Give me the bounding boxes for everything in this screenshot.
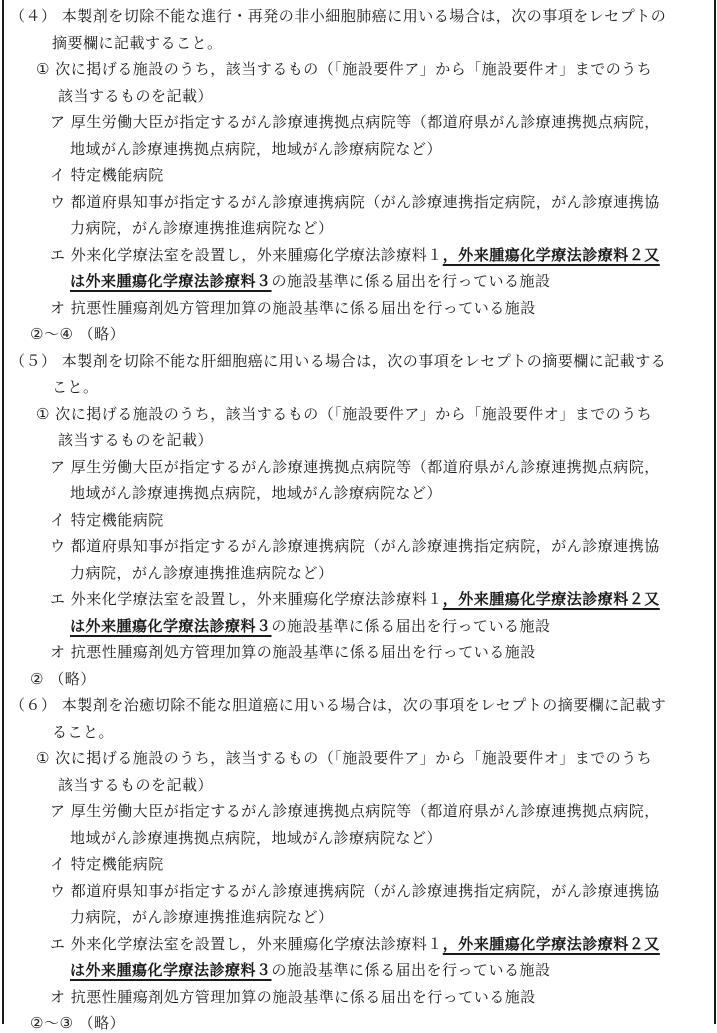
text-segment: ① 次に掲げる施設のうち，該当するもの（「施設要件ア」から「施設要件オ」までのうち <box>36 749 653 767</box>
item-1 <box>36 404 652 424</box>
underlined-amendment: は外来腫瘍化学療法診療料３ <box>70 616 272 635</box>
text-segment: ② （略） <box>30 669 96 688</box>
underlined-amendment: ，外来腫瘍化学療法診療料２又 <box>442 934 660 953</box>
text-segment: エ 外来化学療法室を設置し，外来腫瘍化学療法診療料１ <box>50 245 443 264</box>
subitem-e <box>50 589 660 609</box>
item-1 <box>36 59 652 79</box>
item-1 <box>36 748 652 768</box>
text-segment: イ 特定機能病院 <box>50 855 164 873</box>
text-segment: （４） 本製剤を切除不能な進行・再発の非小細胞肺癌に用いる場合は，次の事項をレセプトの <box>10 7 667 25</box>
text-segment: ア 厚生労働大臣が指定するがん診療連携拠点病院等（都道府県がん診療連携拠点病院， <box>50 802 660 820</box>
text-segment: オ 抗悪性腫瘍剤処方管理加算の施設基準に係る届出を行っている施設 <box>50 298 536 317</box>
subitem-e <box>50 245 660 265</box>
subitem-u-cont <box>70 907 334 927</box>
text-segment: ②～③ （略） <box>30 1014 126 1032</box>
omitted-items <box>30 669 96 689</box>
subitem-u <box>50 192 660 212</box>
subitem-u-cont <box>70 563 334 583</box>
section-heading-cont <box>52 377 99 397</box>
subitem-a <box>50 801 660 821</box>
subitem-o <box>50 987 536 1007</box>
subitem-a <box>50 112 660 132</box>
subitem-e-cont <box>70 616 551 636</box>
subitem-i <box>50 854 164 874</box>
item-1-cont <box>58 86 213 106</box>
subitem-u <box>50 881 660 901</box>
subitem-a-cont <box>70 828 442 848</box>
text-segment: ること。 <box>52 722 115 741</box>
text-segment: ア 厚生労働大臣が指定するがん診療連携拠点病院等（都道府県がん診療連携拠点病院， <box>50 457 660 476</box>
subitem-o <box>50 642 536 662</box>
section-heading <box>10 351 666 371</box>
text-segment: オ 抗悪性腫瘍剤処方管理加算の施設基準に係る届出を行っている施設 <box>50 643 536 661</box>
underlined-amendment: ，外来腫瘍化学療法診療料２又 <box>442 590 660 608</box>
text-segment: 力病院，がん診療連携推進病院など） <box>70 908 334 926</box>
text-segment: 力病院，がん診療連携推進病院など） <box>70 563 334 582</box>
section-heading <box>10 6 666 26</box>
subitem-e <box>50 934 660 954</box>
item-1-cont <box>58 775 213 795</box>
underlined-amendment: ，外来腫瘍化学療法診療料２又 <box>442 245 660 264</box>
text-segment: イ 特定機能病院 <box>50 166 164 184</box>
text-segment: オ 抗悪性腫瘍剤処方管理加算の施設基準に係る届出を行っている施設 <box>50 987 536 1006</box>
underlined-amendment: は外来腫瘍化学療法診療料３ <box>70 272 272 290</box>
text-segment: 力病院，がん診療連携推進病院など） <box>70 219 334 237</box>
text-segment: 地域がん診療連携拠点病院，地域がん診療病院など） <box>70 828 443 847</box>
omitted-items <box>30 324 125 344</box>
item-1-cont <box>58 430 213 450</box>
text-segment: こと。 <box>52 378 99 396</box>
text-segment: ① 次に掲げる施設のうち，該当するもの（「施設要件ア」から「施設要件オ」までのうち <box>36 60 653 78</box>
text-segment: の施設基準に係る届出を行っている施設 <box>271 961 551 979</box>
text-segment: ア 厚生労働大臣が指定するがん診療連携拠点病院等（都道府県がん診療連携拠点病院， <box>50 113 660 131</box>
text-segment: の施設基準に係る届出を行っている施設 <box>271 616 551 635</box>
text-segment: 摘要欄に記載すること。 <box>52 33 223 52</box>
text-segment: エ 外来化学療法室を設置し，外来腫瘍化学療法診療料１ <box>50 934 443 953</box>
omitted-items <box>30 1013 125 1033</box>
section-heading <box>10 695 666 715</box>
text-segment: 該当するものを記載） <box>58 86 214 105</box>
subitem-a-cont <box>70 139 442 159</box>
text-segment: ②～④ （略） <box>30 325 126 343</box>
text-segment: エ 外来化学療法室を設置し，外来腫瘍化学療法診療料１ <box>50 590 443 608</box>
subitem-a-cont <box>70 483 442 503</box>
text-segment: 該当するものを記載） <box>58 431 214 449</box>
subitem-u-cont <box>70 218 334 238</box>
section-heading-cont <box>52 722 114 742</box>
subitem-a <box>50 457 660 477</box>
underlined-amendment: は外来腫瘍化学療法診療料３ <box>70 961 272 979</box>
text-segment: イ 特定機能病院 <box>50 510 164 529</box>
subitem-o <box>50 298 536 318</box>
text-segment: の施設基準に係る届出を行っている施設 <box>271 272 551 290</box>
text-segment: 該当するものを記載） <box>58 775 214 794</box>
text-segment: 地域がん診療連携拠点病院，地域がん診療病院など） <box>70 484 443 502</box>
subitem-i <box>50 510 164 530</box>
subitem-e-cont <box>70 960 551 980</box>
right-border <box>714 0 716 1024</box>
text-segment: （６） 本製剤を治癒切除不能な胆道癌に用いる場合は，次の事項をレセプトの摘要欄に記載す <box>10 696 667 714</box>
text-segment: ウ 都道府県知事が指定するがん診療連携病院（がん診療連携指定病院，がん診療連携協 <box>50 881 660 900</box>
subitem-u <box>50 536 660 556</box>
text-segment: 地域がん診療連携拠点病院，地域がん診療病院など） <box>70 139 443 158</box>
text-segment: ① 次に掲げる施設のうち，該当するもの（「施設要件ア」から「施設要件オ」までのうち <box>36 404 653 423</box>
left-border <box>2 0 4 1024</box>
text-segment: ウ 都道府県知事が指定するがん診療連携病院（がん診療連携指定病院，がん診療連携協 <box>50 537 660 555</box>
text-segment: （５） 本製剤を切除不能な肝細胞癌に用いる場合は，次の事項をレセプトの摘要欄に記載する <box>10 351 667 370</box>
section-heading-cont <box>52 33 223 53</box>
text-segment: ウ 都道府県知事が指定するがん診療連携病院（がん診療連携指定病院，がん診療連携協 <box>50 192 660 211</box>
subitem-i <box>50 165 164 185</box>
subitem-e-cont <box>70 271 551 291</box>
